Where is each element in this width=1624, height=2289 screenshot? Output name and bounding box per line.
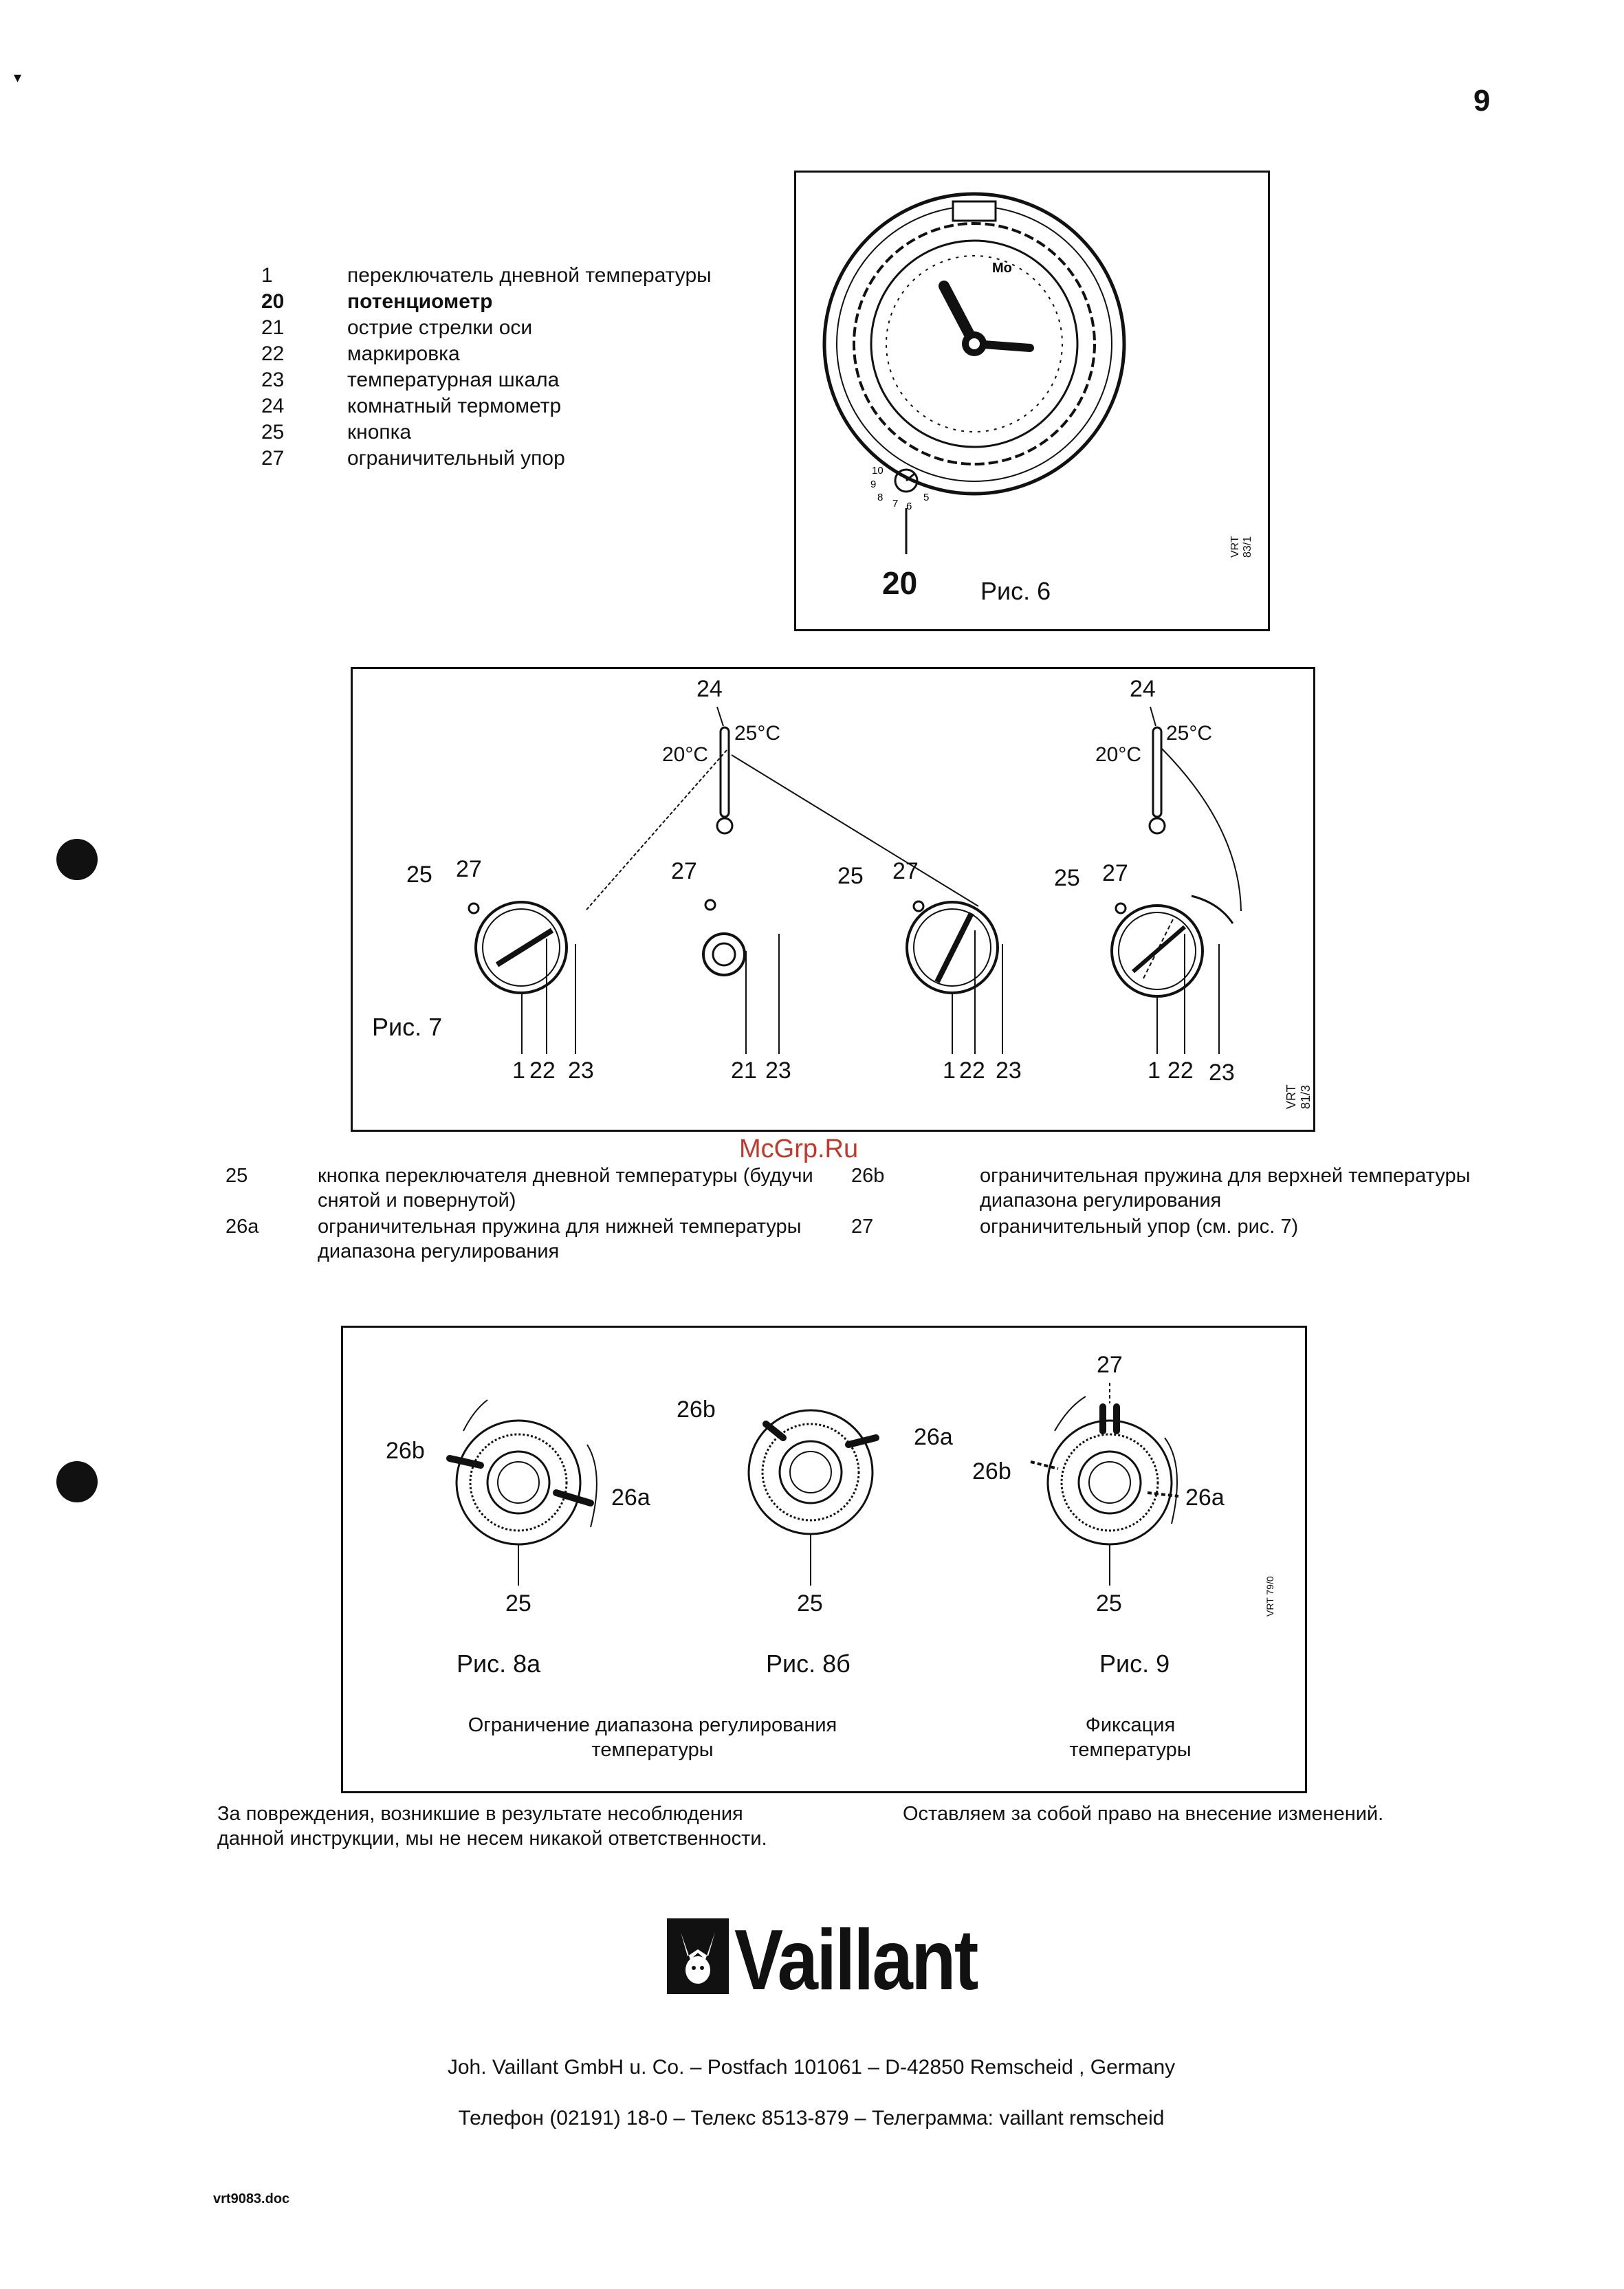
corner-marker: ▾ [14,69,22,86]
label-25: 25 [1054,865,1080,891]
pot-digit: 5 [923,492,930,503]
label-27: 27 [1102,860,1128,886]
label-26a: 26a [914,1424,953,1450]
therm-2-low: 20°C [1095,743,1142,766]
legend-row: 27 ограничительный упор [261,447,565,470]
label-22: 22 [1167,1058,1194,1084]
label-21: 21 [731,1058,757,1084]
label-23: 23 [996,1058,1022,1084]
therm-2-number: 24 [1130,676,1156,702]
legend-row: 23 температурная шкала [261,369,560,391]
figure-6 [794,171,1270,631]
label-25: 25 [837,863,864,889]
label-23: 23 [1209,1060,1235,1086]
brand-logo-text: Vaillant [734,1913,977,2008]
vaillant-hare-logo-icon [667,1918,729,1994]
pot-digit: 9 [870,479,877,490]
label-25: 25 [1096,1590,1122,1617]
legend2-text: ограничительная пружина для нижней температуры диапазона регулирования [318,1216,802,1262]
company-address: Joh. Vaillant GmbH u. Co. – Postfach 101061 – D-42850 Remscheid , Germany [447,2056,1176,2079]
hare-icon [667,1918,729,1994]
legend-fig6 [261,263,712,472]
figure-8-code: VRT 79/0 [1264,1576,1275,1617]
label-26b: 26b [386,1438,425,1464]
pot-digit: 6 [906,501,912,512]
label-26a: 26a [611,1485,650,1511]
label-26a: 26a [1185,1485,1225,1511]
label-26b: 26b [972,1458,1011,1485]
legend2-text: кнопка переключателя дневной температуры (будучи снятой и повернутой) [318,1165,813,1212]
document-filename: vrt9083.doc [213,2191,290,2206]
legend-row: 25 кнопка [261,421,412,443]
label-26b: 26b [677,1397,716,1423]
label-23: 23 [568,1058,594,1084]
legend-row: 1 переключатель дневной температуры [261,264,712,287]
label-25: 25 [406,862,432,888]
figure-9-description: Фиксация температуры [1069,1714,1192,1761]
legend-row: 21 острие стрелки оси [261,316,533,339]
binder-hole [56,1461,98,1502]
legend-row: 22 маркировка [261,342,460,365]
figure-7-caption: Рис. 7 [372,1013,443,1041]
label-25: 25 [505,1590,531,1617]
legend2-num: 26a [226,1216,259,1238]
figure-8-description: Ограничение диапазона регулирования температуры [468,1714,837,1761]
label-27: 27 [1097,1352,1123,1378]
rights-note: Оставляем за собой право на внесение изменений. [903,1803,1384,1825]
dial-day-label: Mo [992,261,1012,276]
therm-2-high: 25°C [1166,722,1213,745]
figure-7 [351,667,1315,1132]
label-1: 1 [512,1058,525,1084]
clock-dial-illustration [796,173,1268,629]
label-22: 22 [529,1058,556,1084]
potentiometer-label: 20 [882,565,918,601]
therm-1-low: 20°C [662,743,709,766]
legend2-num: 26b [851,1165,885,1187]
pot-digit: 7 [892,498,899,510]
pot-digit: 8 [877,492,884,503]
label-1: 1 [943,1058,956,1084]
figure-9-caption: Рис. 9 [1099,1650,1170,1678]
figure-7-code: VRT 81/3 [1284,1084,1313,1109]
label-22: 22 [959,1058,985,1084]
figure-8b-caption: Рис. 8б [766,1650,851,1678]
label-27: 27 [892,858,919,884]
binder-hole [56,839,98,880]
pot-digit: 10 [872,465,884,477]
page-number: 9 [1473,84,1491,118]
legend-row: 24 комнатный термометр [261,395,562,417]
watermark: McGrp.Ru [739,1135,859,1163]
figure-6-code: VRT 83/1 [1229,536,1253,558]
label-23: 23 [765,1058,791,1084]
label-1: 1 [1148,1058,1161,1084]
label-27: 27 [456,856,482,882]
figure-6-caption: Рис. 6 [980,577,1051,605]
disclaimer: За повреждения, возникшие в результате несоблюдения данной инструкции, мы не несем никакой ответственности. [217,1803,767,1850]
legend2-text: ограничительный упор (см. рис. 7) [980,1216,1299,1238]
label-25: 25 [797,1590,823,1617]
figure-8a-caption: Рис. 8а [457,1650,541,1678]
legend2-num: 27 [851,1216,874,1238]
company-contacts: Телефон (02191) 18-0 – Телекс 8513-879 – Телеграмма: vaillant remscheid [458,2107,1165,2129]
legend2-text: ограничительная пружина для верхней температуры диапазона регулирования [980,1165,1471,1212]
legend-row: 20 потенциометр [261,290,493,313]
therm-1-number: 24 [696,676,723,702]
legend2-num: 25 [226,1165,248,1187]
figures-8-9 [341,1326,1307,1793]
label-27: 27 [671,858,697,884]
therm-1-high: 25°C [734,722,781,745]
